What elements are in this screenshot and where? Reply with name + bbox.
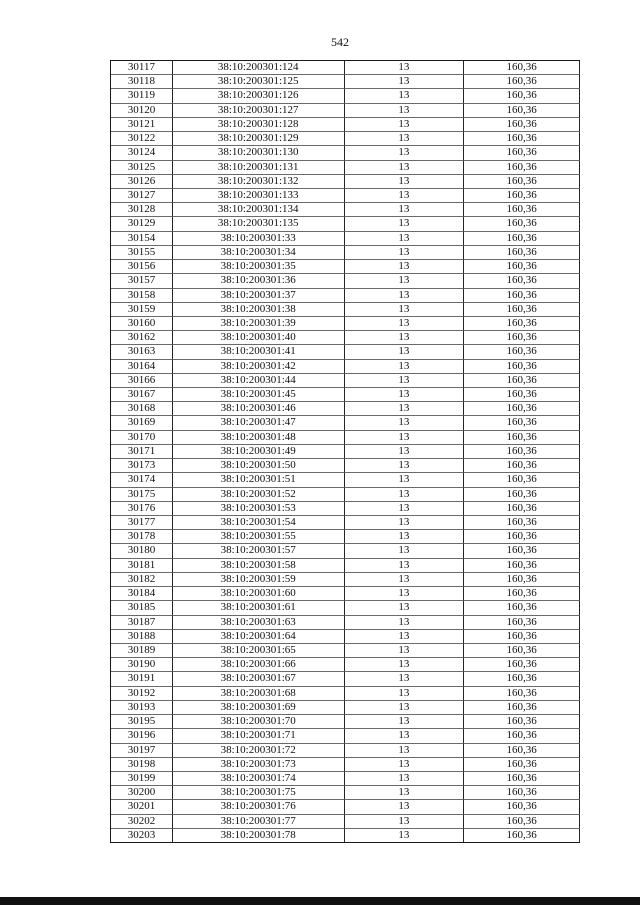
table-row [111,189,580,203]
cadastral-number-cell: 38:10:200301:127 [173,104,345,118]
table-row [111,701,580,715]
record-number-cell: 30155 [111,246,173,260]
count-cell: 13 [345,573,465,587]
table-row [111,758,580,772]
cadastral-number-cell: 38:10:200301:66 [173,658,345,672]
count-cell: 13 [345,758,465,772]
table-row [111,260,580,274]
record-number-cell: 30201 [111,800,173,814]
value-cell: 160,36 [464,459,580,473]
record-number-cell: 30127 [111,189,173,203]
cadastral-number-cell: 38:10:200301:61 [173,601,345,615]
value-cell: 160,36 [464,644,580,658]
cadastral-number-cell: 38:10:200301:58 [173,559,345,573]
count-cell: 13 [345,161,465,175]
cadastral-number-cell: 38:10:200301:52 [173,488,345,502]
count-cell: 13 [345,729,465,743]
table-row [111,431,580,445]
cadastral-number-cell: 38:10:200301:40 [173,331,345,345]
table-row [111,146,580,160]
value-cell: 160,36 [464,374,580,388]
record-number-cell: 30166 [111,374,173,388]
value-cell: 160,36 [464,260,580,274]
value-cell: 160,36 [464,360,580,374]
value-cell: 160,36 [464,431,580,445]
record-number-cell: 30182 [111,573,173,587]
value-cell: 160,36 [464,61,580,75]
record-number-cell: 30169 [111,416,173,430]
count-cell: 13 [345,473,465,487]
table-row [111,459,580,473]
cadastral-number-cell: 38:10:200301:71 [173,729,345,743]
value-cell: 160,36 [464,616,580,630]
value-cell: 160,36 [464,445,580,459]
value-cell: 160,36 [464,800,580,814]
record-number-cell: 30118 [111,75,173,89]
record-number-cell: 30192 [111,687,173,701]
table-row [111,786,580,800]
value-cell: 160,36 [464,530,580,544]
record-number-cell: 30159 [111,303,173,317]
value-cell: 160,36 [464,289,580,303]
count-cell: 13 [345,61,465,75]
table-row [111,246,580,260]
table-row [111,516,580,530]
count-cell: 13 [345,587,465,601]
value-cell: 160,36 [464,658,580,672]
record-number-cell: 30202 [111,815,173,829]
record-number-cell: 30124 [111,146,173,160]
count-cell: 13 [345,132,465,146]
table-row [111,89,580,103]
value-cell: 160,36 [464,544,580,558]
cadastral-number-cell: 38:10:200301:131 [173,161,345,175]
table-body [111,61,580,843]
cadastral-number-cell: 38:10:200301:77 [173,815,345,829]
record-number-cell: 30180 [111,544,173,558]
count-cell: 13 [345,829,465,843]
cadastral-number-cell: 38:10:200301:67 [173,672,345,686]
cadastral-number-cell: 38:10:200301:133 [173,189,345,203]
value-cell: 160,36 [464,345,580,359]
value-cell: 160,36 [464,829,580,843]
cadastral-number-cell: 38:10:200301:53 [173,502,345,516]
value-cell: 160,36 [464,175,580,189]
count-cell: 13 [345,445,465,459]
cadastral-number-cell: 38:10:200301:63 [173,616,345,630]
count-cell: 13 [345,530,465,544]
value-cell: 160,36 [464,146,580,160]
table-row [111,118,580,132]
count-cell: 13 [345,616,465,630]
value-cell: 160,36 [464,473,580,487]
value-cell: 160,36 [464,559,580,573]
table-row [111,104,580,118]
value-cell: 160,36 [464,331,580,345]
table-row [111,530,580,544]
record-number-cell: 30157 [111,274,173,288]
table-row [111,473,580,487]
cadastral-number-cell: 38:10:200301:74 [173,772,345,786]
record-number-cell: 30128 [111,203,173,217]
record-number-cell: 30158 [111,289,173,303]
table-row [111,289,580,303]
count-cell: 13 [345,644,465,658]
record-number-cell: 30199 [111,772,173,786]
table-row [111,744,580,758]
cadastral-number-cell: 38:10:200301:135 [173,217,345,231]
record-number-cell: 30120 [111,104,173,118]
cadastral-number-cell: 38:10:200301:34 [173,246,345,260]
count-cell: 13 [345,715,465,729]
table-row [111,416,580,430]
cadastral-number-cell: 38:10:200301:42 [173,360,345,374]
cadastral-number-cell: 38:10:200301:125 [173,75,345,89]
cadastral-number-cell: 38:10:200301:36 [173,274,345,288]
record-number-cell: 30117 [111,61,173,75]
cadastral-number-cell: 38:10:200301:64 [173,630,345,644]
record-number-cell: 30119 [111,89,173,103]
table-row [111,75,580,89]
table-row [111,388,580,402]
count-cell: 13 [345,360,465,374]
count-cell: 13 [345,374,465,388]
record-number-cell: 30203 [111,829,173,843]
table-row [111,203,580,217]
cadastral-number-cell: 38:10:200301:75 [173,786,345,800]
value-cell: 160,36 [464,402,580,416]
value-cell: 160,36 [464,729,580,743]
count-cell: 13 [345,815,465,829]
table-row [111,729,580,743]
value-cell: 160,36 [464,217,580,231]
table-row [111,345,580,359]
cadastral-number-cell: 38:10:200301:55 [173,530,345,544]
cadastral-number-cell: 38:10:200301:57 [173,544,345,558]
table-row [111,544,580,558]
table-row [111,644,580,658]
cadastral-number-cell: 38:10:200301:47 [173,416,345,430]
cadastral-number-cell: 38:10:200301:60 [173,587,345,601]
count-cell: 13 [345,146,465,160]
table-row [111,658,580,672]
record-number-cell: 30164 [111,360,173,374]
count-cell: 13 [345,744,465,758]
count-cell: 13 [345,274,465,288]
count-cell: 13 [345,772,465,786]
cadastral-number-cell: 38:10:200301:38 [173,303,345,317]
record-number-cell: 30174 [111,473,173,487]
table-row [111,687,580,701]
record-number-cell: 30168 [111,402,173,416]
cadastral-number-cell: 38:10:200301:72 [173,744,345,758]
count-cell: 13 [345,544,465,558]
cadastral-number-cell: 38:10:200301:132 [173,175,345,189]
value-cell: 160,36 [464,715,580,729]
record-number-cell: 30193 [111,701,173,715]
cadastral-number-cell: 38:10:200301:44 [173,374,345,388]
count-cell: 13 [345,104,465,118]
count-cell: 13 [345,630,465,644]
count-cell: 13 [345,459,465,473]
table-row [111,331,580,345]
count-cell: 13 [345,687,465,701]
value-cell: 160,36 [464,772,580,786]
cadastral-number-cell: 38:10:200301:65 [173,644,345,658]
cadastral-number-cell: 38:10:200301:41 [173,345,345,359]
record-number-cell: 30191 [111,672,173,686]
value-cell: 160,36 [464,672,580,686]
record-number-cell: 30167 [111,388,173,402]
record-number-cell: 30177 [111,516,173,530]
cadastral-number-cell: 38:10:200301:45 [173,388,345,402]
table-row [111,559,580,573]
cadastral-number-cell: 38:10:200301:50 [173,459,345,473]
value-cell: 160,36 [464,118,580,132]
count-cell: 13 [345,502,465,516]
record-number-cell: 30185 [111,601,173,615]
value-cell: 160,36 [464,516,580,530]
count-cell: 13 [345,601,465,615]
value-cell: 160,36 [464,601,580,615]
count-cell: 13 [345,488,465,502]
table-row [111,488,580,502]
value-cell: 160,36 [464,786,580,800]
value-cell: 160,36 [464,687,580,701]
table-row [111,672,580,686]
table-row [111,445,580,459]
table-row [111,630,580,644]
count-cell: 13 [345,189,465,203]
count-cell: 13 [345,672,465,686]
count-cell: 13 [345,331,465,345]
value-cell: 160,36 [464,203,580,217]
value-cell: 160,36 [464,161,580,175]
table-row [111,402,580,416]
table-row [111,772,580,786]
cadastral-number-cell: 38:10:200301:68 [173,687,345,701]
cadastral-number-cell: 38:10:200301:70 [173,715,345,729]
count-cell: 13 [345,260,465,274]
count-cell: 13 [345,800,465,814]
value-cell: 160,36 [464,132,580,146]
record-number-cell: 30122 [111,132,173,146]
record-number-cell: 30181 [111,559,173,573]
count-cell: 13 [345,516,465,530]
record-number-cell: 30129 [111,217,173,231]
count-cell: 13 [345,303,465,317]
table-row [111,587,580,601]
data-table [110,60,580,843]
table-row [111,217,580,231]
count-cell: 13 [345,388,465,402]
cadastral-number-cell: 38:10:200301:59 [173,573,345,587]
table-row [111,573,580,587]
record-number-cell: 30121 [111,118,173,132]
table-row [111,815,580,829]
table-row [111,303,580,317]
table-row [111,715,580,729]
value-cell: 160,36 [464,274,580,288]
cadastral-number-cell: 38:10:200301:76 [173,800,345,814]
table-row [111,360,580,374]
record-number-cell: 30196 [111,729,173,743]
value-cell: 160,36 [464,104,580,118]
table-row [111,61,580,75]
table-row [111,601,580,615]
record-number-cell: 30198 [111,758,173,772]
value-cell: 160,36 [464,89,580,103]
value-cell: 160,36 [464,573,580,587]
cadastral-number-cell: 38:10:200301:51 [173,473,345,487]
cadastral-number-cell: 38:10:200301:73 [173,758,345,772]
record-number-cell: 30195 [111,715,173,729]
table-row [111,829,580,843]
record-number-cell: 30189 [111,644,173,658]
count-cell: 13 [345,402,465,416]
table-row [111,502,580,516]
record-number-cell: 30197 [111,744,173,758]
record-number-cell: 30126 [111,175,173,189]
count-cell: 13 [345,317,465,331]
count-cell: 13 [345,559,465,573]
table-row [111,616,580,630]
cadastral-number-cell: 38:10:200301:130 [173,146,345,160]
cadastral-number-cell: 38:10:200301:126 [173,89,345,103]
value-cell: 160,36 [464,758,580,772]
value-cell: 160,36 [464,75,580,89]
cadastral-number-cell: 38:10:200301:124 [173,61,345,75]
record-number-cell: 30176 [111,502,173,516]
cadastral-number-cell: 38:10:200301:134 [173,203,345,217]
value-cell: 160,36 [464,416,580,430]
table-row [111,175,580,189]
count-cell: 13 [345,203,465,217]
table-row [111,800,580,814]
cadastral-number-cell: 38:10:200301:33 [173,232,345,246]
cadastral-number-cell: 38:10:200301:78 [173,829,345,843]
table-row [111,232,580,246]
record-number-cell: 30163 [111,345,173,359]
count-cell: 13 [345,701,465,715]
record-number-cell: 30190 [111,658,173,672]
value-cell: 160,36 [464,587,580,601]
table-row [111,374,580,388]
record-number-cell: 30162 [111,331,173,345]
value-cell: 160,36 [464,189,580,203]
scan-edge [0,897,640,905]
cadastral-number-cell: 38:10:200301:69 [173,701,345,715]
cadastral-number-cell: 38:10:200301:48 [173,431,345,445]
count-cell: 13 [345,75,465,89]
cadastral-number-cell: 38:10:200301:37 [173,289,345,303]
page-number: 542 [331,35,349,49]
record-number-cell: 30173 [111,459,173,473]
cadastral-number-cell: 38:10:200301:54 [173,516,345,530]
cadastral-number-cell: 38:10:200301:128 [173,118,345,132]
value-cell: 160,36 [464,630,580,644]
count-cell: 13 [345,289,465,303]
value-cell: 160,36 [464,246,580,260]
record-number-cell: 30154 [111,232,173,246]
record-number-cell: 30188 [111,630,173,644]
count-cell: 13 [345,175,465,189]
record-number-cell: 30184 [111,587,173,601]
count-cell: 13 [345,345,465,359]
value-cell: 160,36 [464,744,580,758]
count-cell: 13 [345,431,465,445]
record-number-cell: 30175 [111,488,173,502]
count-cell: 13 [345,232,465,246]
count-cell: 13 [345,89,465,103]
record-number-cell: 30160 [111,317,173,331]
count-cell: 13 [345,118,465,132]
cadastral-number-cell: 38:10:200301:39 [173,317,345,331]
table-row [111,317,580,331]
cadastral-number-cell: 38:10:200301:49 [173,445,345,459]
record-number-cell: 30170 [111,431,173,445]
count-cell: 13 [345,416,465,430]
table-row [111,161,580,175]
value-cell: 160,36 [464,232,580,246]
cadastral-number-cell: 38:10:200301:129 [173,132,345,146]
value-cell: 160,36 [464,317,580,331]
count-cell: 13 [345,658,465,672]
count-cell: 13 [345,246,465,260]
value-cell: 160,36 [464,701,580,715]
record-number-cell: 30178 [111,530,173,544]
cadastral-number-cell: 38:10:200301:35 [173,260,345,274]
record-number-cell: 30200 [111,786,173,800]
table-row [111,274,580,288]
record-number-cell: 30156 [111,260,173,274]
record-number-cell: 30187 [111,616,173,630]
value-cell: 160,36 [464,502,580,516]
value-cell: 160,36 [464,303,580,317]
count-cell: 13 [345,786,465,800]
cadastral-number-cell: 38:10:200301:46 [173,402,345,416]
value-cell: 160,36 [464,388,580,402]
value-cell: 160,36 [464,815,580,829]
value-cell: 160,36 [464,488,580,502]
table-row [111,132,580,146]
record-number-cell: 30171 [111,445,173,459]
count-cell: 13 [345,217,465,231]
record-number-cell: 30125 [111,161,173,175]
